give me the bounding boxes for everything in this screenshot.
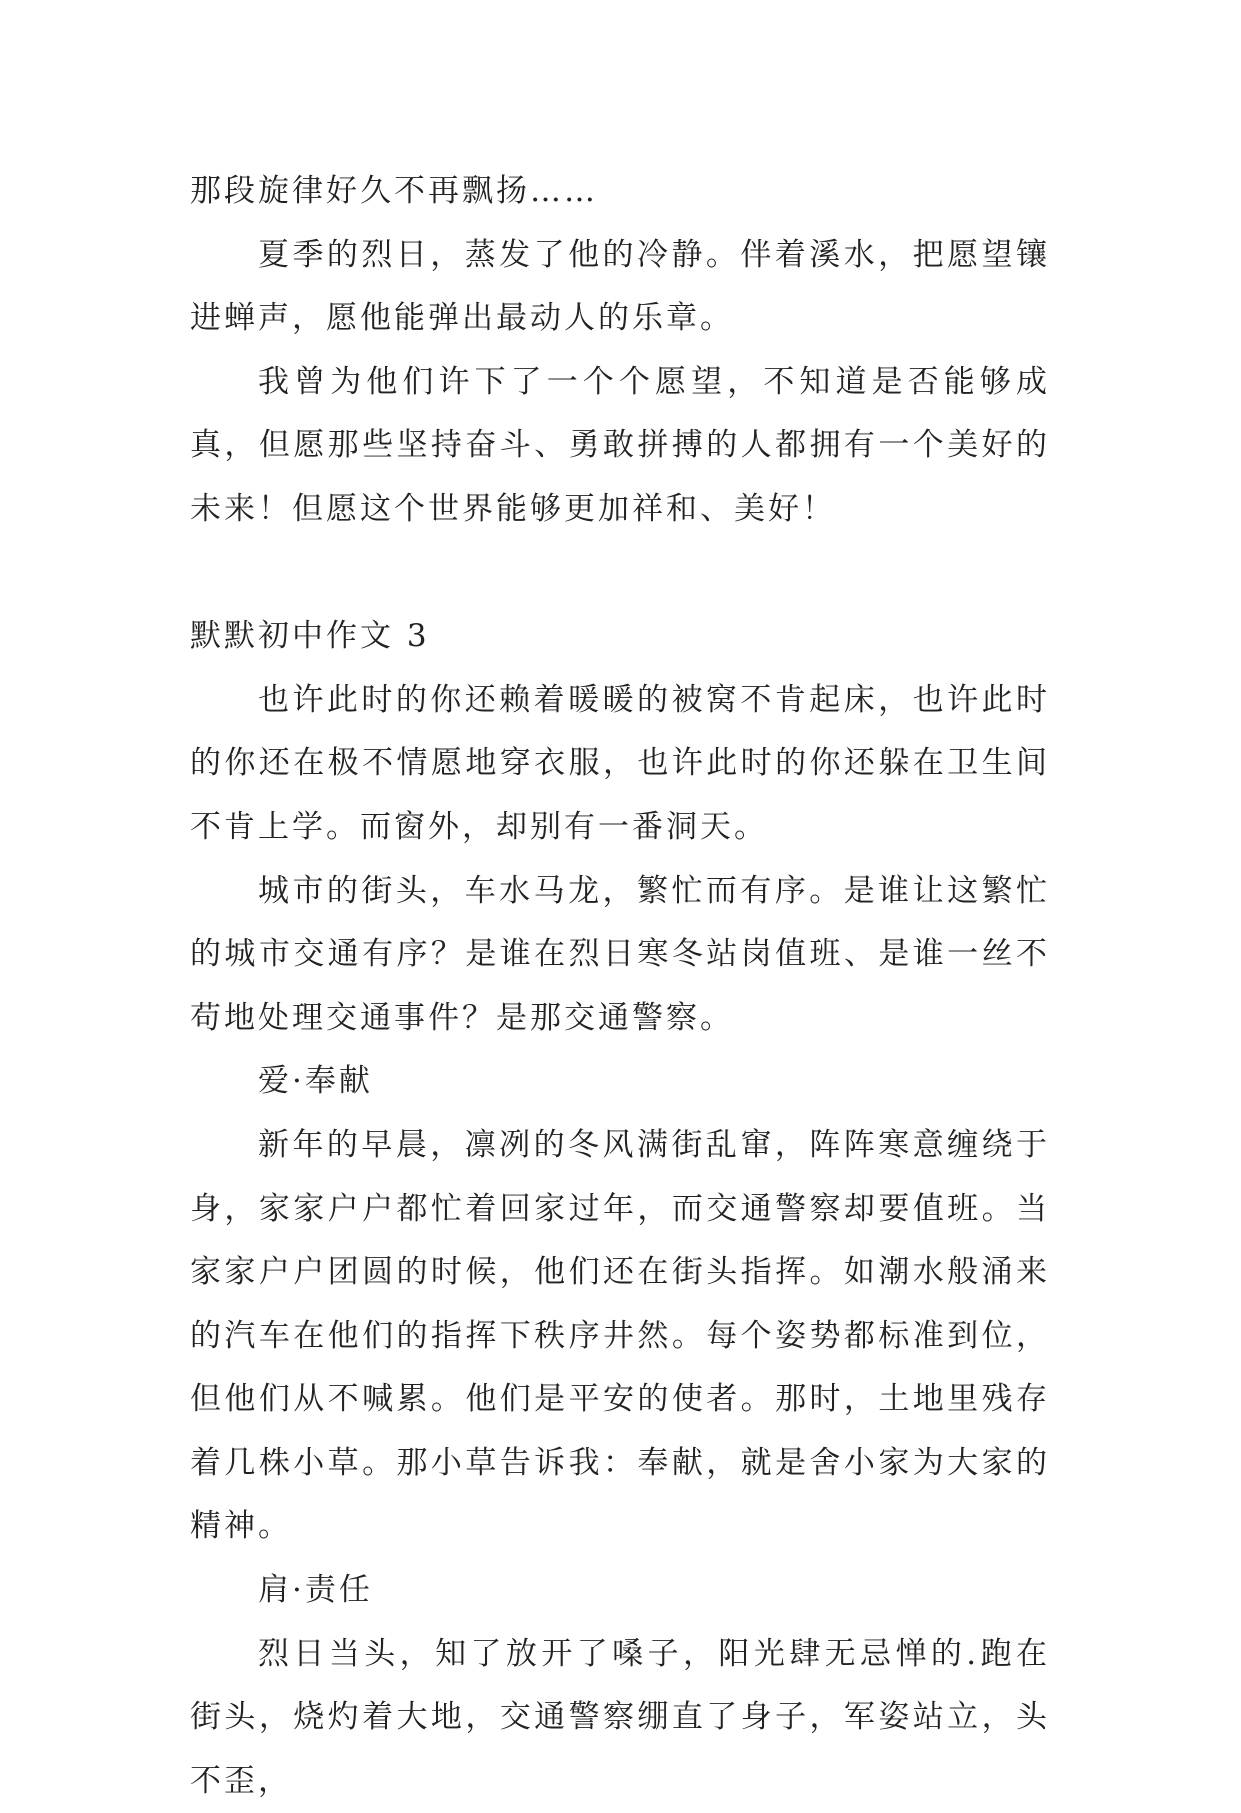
paragraph-summer: 夏季的烈日，蒸发了他的冷静。伴着溪水，把愿望镶进蝉声，愿他能弹出最动人的乐章。 <box>190 236 1050 337</box>
paragraph-3: 新年的早晨，凛冽的冬风满街乱窜，阵阵寒意缠绕于身，家家户户都忙着回家过年，而交通警察却要值班。当家家户户团圆的时候，他们还在街头指挥。如潮水般涌来的汽车在他们的指挥下秩序井然。每个姿势都标准到位，但他们从不喊累。他们是平安的使者。那时，土地里残存着几株小草。那小草告诉我：奉献，就是舍小家为大家的精神。 <box>190 1126 1050 1545</box>
essay-text-block <box>190 160 1050 1813</box>
paragraph-4: 烈日当头，知了放开了嗓子，阳光肆无忌惮的.跑在街头，烧灼着大地，交通警察绷直了身子，军姿站立，头不歪， <box>190 1635 1050 1799</box>
closing-line: 那段旋律好久不再飘扬…… <box>190 173 598 209</box>
essay-title: 默默初中作文 3 <box>190 618 430 655</box>
paragraph-wish: 我曾为他们许下了一个个愿望，不知道是否能够成真，但愿那些坚持奋斗、勇敢拼搏的人都拥有一个美好的未来！但愿这个世界能够更加祥和、美好！ <box>190 363 1050 527</box>
section-heading-shoulder: 肩·责任 <box>258 1572 373 1609</box>
section-heading-love: 爱·奉献 <box>258 1063 373 1100</box>
section-gap <box>190 542 1050 606</box>
paragraph-2: 城市的街头，车水马龙，繁忙而有序。是谁让这繁忙的城市交通有序？是谁在烈日寒冬站岗值班、是谁一丝不苟地处理交通事件？是那交通警察。 <box>190 872 1050 1036</box>
paragraph-1: 也许此时的你还赖着暖暖的被窝不肯起床，也许此时的你还在极不情愿地穿衣服，也许此时的你还躲在卫生间不肯上学。而窗外，却别有一番洞天。 <box>190 681 1050 845</box>
